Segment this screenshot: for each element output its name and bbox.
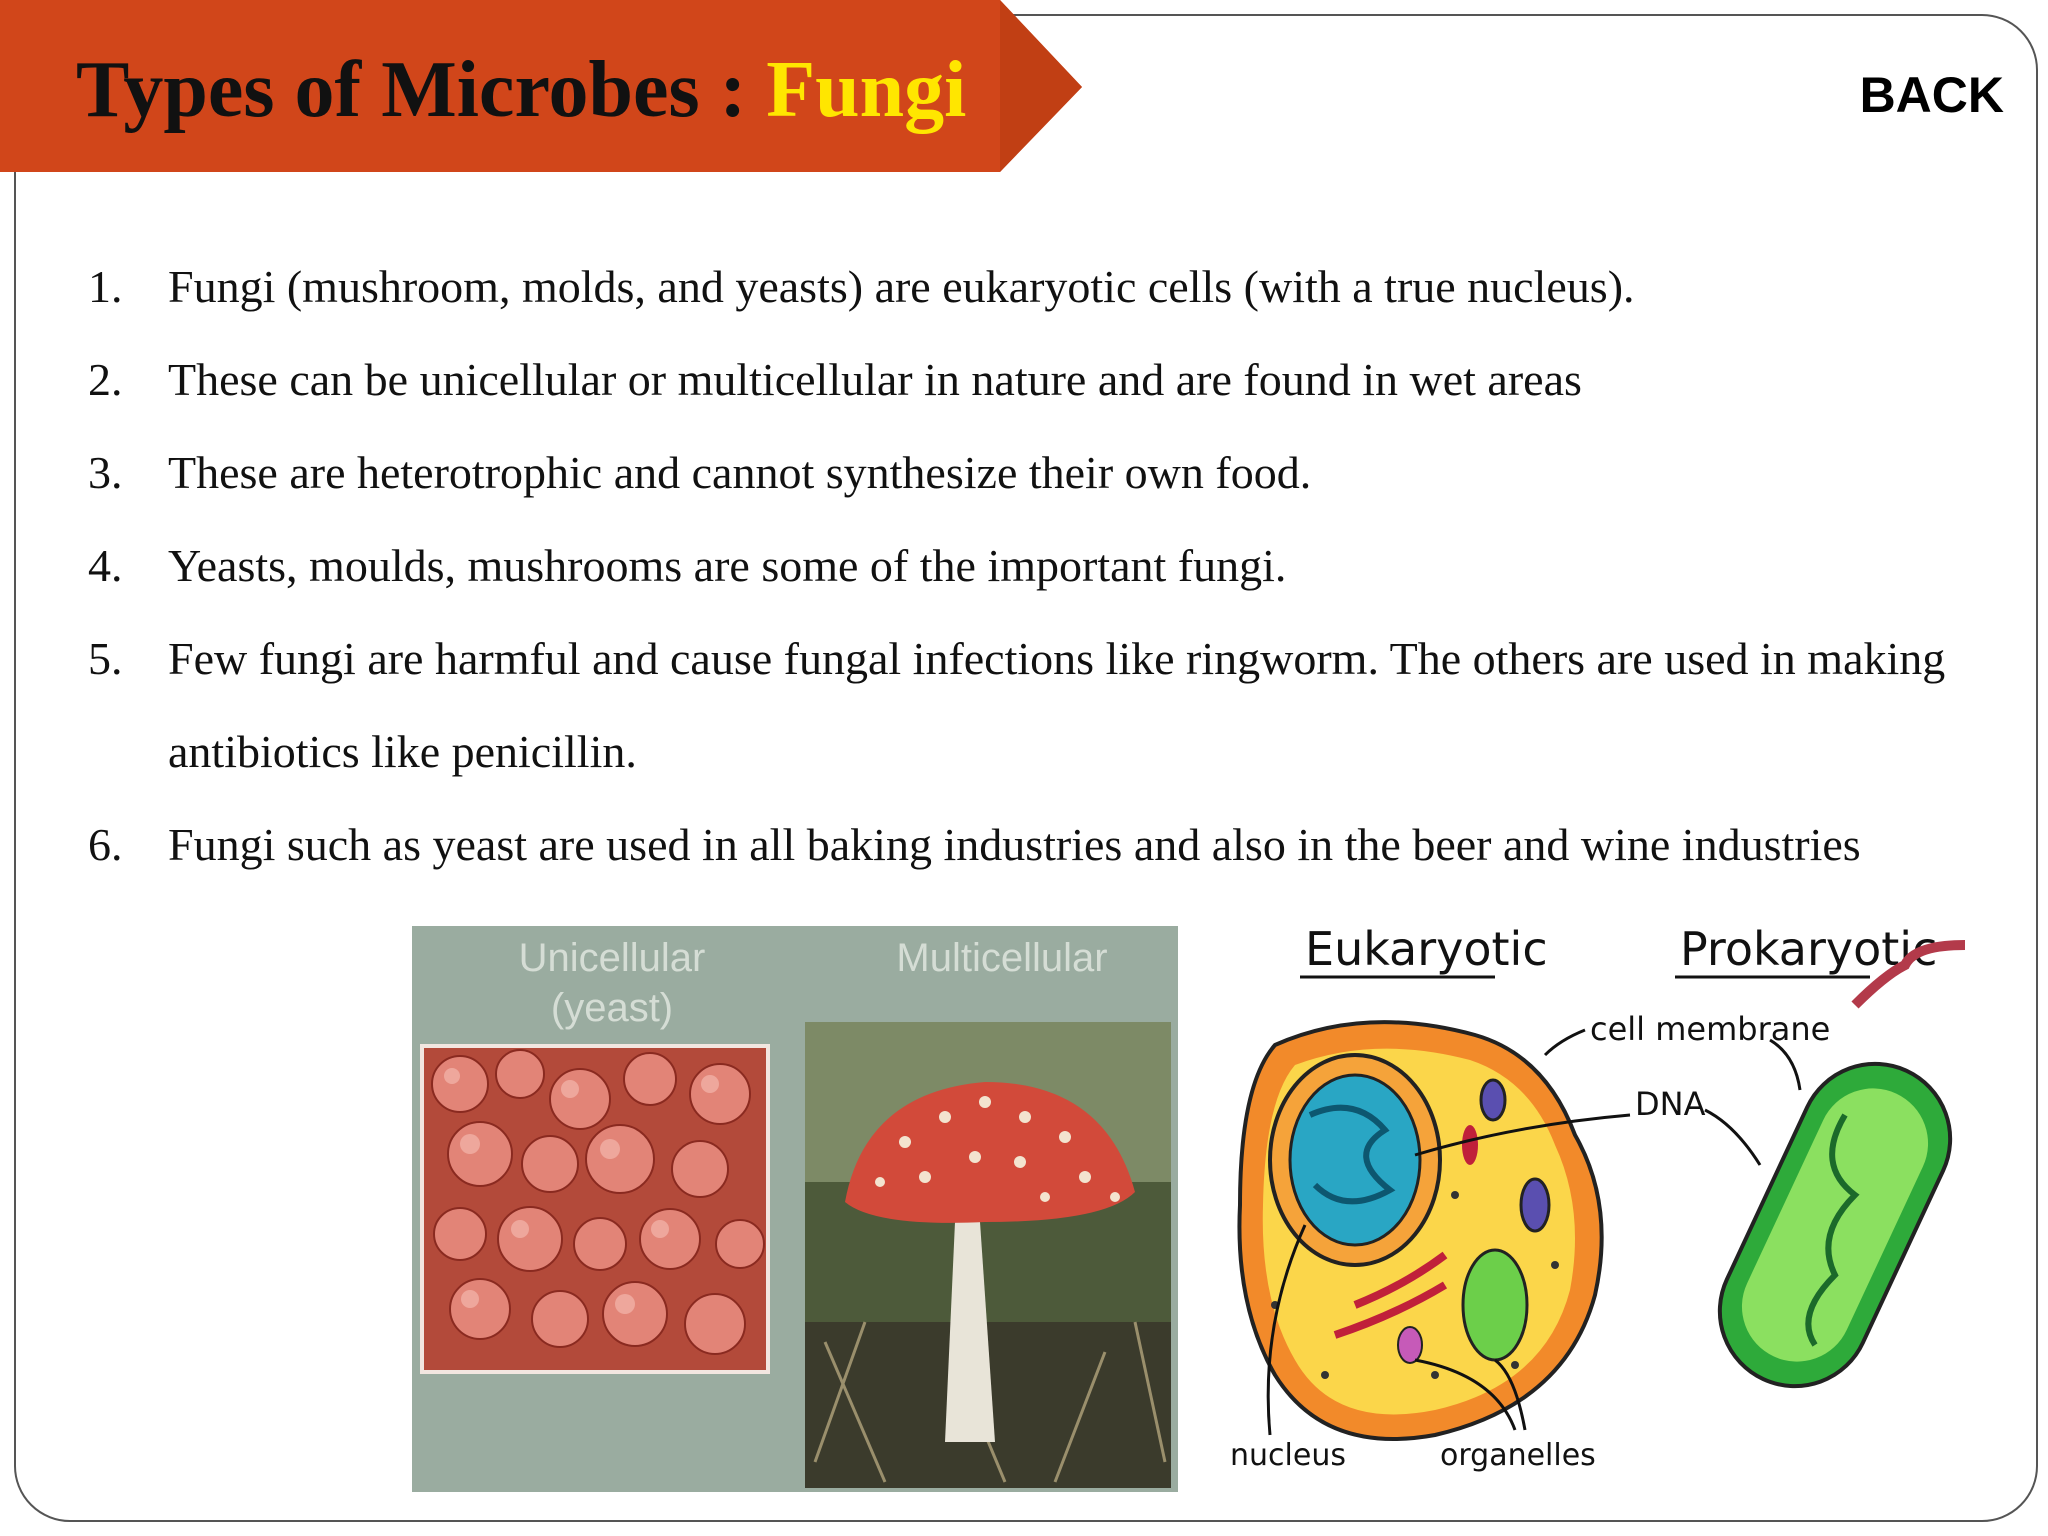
fungi-image <box>412 926 1178 1492</box>
list-item: 5. Few fungi are harmful and cause fungal infections like ringworm. The others are used in making antibiotics like penicillin. <box>88 633 1946 777</box>
cell-membrane-label: cell membrane <box>1590 1010 1831 1048</box>
points-list <box>88 240 1988 891</box>
yeast-photo <box>420 1044 770 1374</box>
title-banner <box>0 0 1085 174</box>
list-item: 1. Fungi (mushroom, molds, and yeasts) are eukaryotic cells (with a true nucleus). <box>88 261 1635 312</box>
mushroom-photo <box>805 1022 1171 1488</box>
back-button[interactable]: BACK <box>1859 67 2004 123</box>
cell-diagram <box>1215 905 1965 1490</box>
yeast-label: (yeast) <box>550 986 674 1030</box>
list-item: 6. Fungi such as yeast are used in all baking industries and also in the beer and wine industries <box>88 819 1861 870</box>
organelles-label: organelles <box>1440 1438 1596 1473</box>
nucleus-label: nucleus <box>1230 1438 1346 1473</box>
multicellular-label: Multicellular <box>896 936 1108 980</box>
list-item: 3. These are heterotrophic and cannot synthesize their own food. <box>88 447 1312 498</box>
page-title: Types of Microbes : Fungi <box>76 46 967 134</box>
list-item: 4. Yeasts, moulds, mushrooms are some of the important fungi. <box>88 540 1287 591</box>
unicellular-label: Unicellular <box>518 936 706 980</box>
prokaryotic-label: Prokaryotic <box>1680 922 1938 976</box>
title-highlight: Fungi <box>766 46 967 134</box>
eukaryotic-label: Eukaryotic <box>1305 922 1548 976</box>
list-item: 2. These can be unicellular or multicellular in nature and are found in wet areas <box>88 354 1582 405</box>
dna-label: DNA <box>1635 1085 1706 1123</box>
